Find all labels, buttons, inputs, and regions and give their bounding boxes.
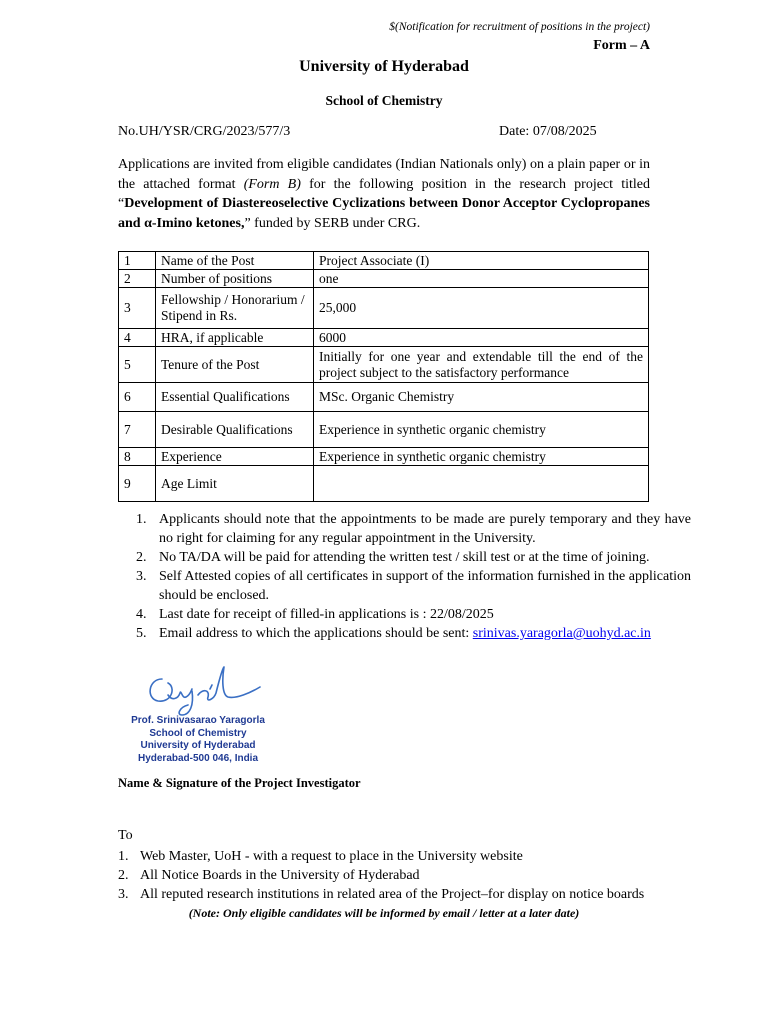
position-details-table: [118, 251, 649, 502]
table-row: [119, 383, 649, 412]
table-row: [119, 288, 649, 329]
row-number: 1: [119, 252, 156, 270]
table-row: [119, 448, 649, 466]
list-item: [136, 605, 691, 624]
table-row: [119, 252, 649, 270]
row-value: Project Associate (I): [314, 252, 649, 270]
list-number: 1.: [136, 512, 147, 527]
row-number: 8: [119, 448, 156, 466]
list-text: Self Attested copies of all certificates in support of the information furnished in the application should be enclosed.: [159, 569, 691, 603]
table-row: [119, 270, 649, 288]
row-number: 3: [119, 288, 156, 329]
signature-image: [118, 665, 278, 721]
list-item: [136, 548, 691, 567]
row-number: 2: [119, 270, 156, 288]
row-value: Initially for one year and extendable till the end of the project subject to the satisfactory performance: [314, 347, 649, 383]
list-item: [118, 885, 700, 904]
row-label: Experience: [156, 448, 314, 466]
row-label: HRA, if applicable: [156, 329, 314, 347]
form-b-ref: (Form B): [243, 176, 301, 192]
list-item: [136, 567, 691, 605]
row-label: Desirable Qualifications: [156, 412, 314, 448]
intro-text-2: for the following position in the research project titled “: [118, 176, 651, 211]
row-label: Age Limit: [156, 466, 314, 502]
notification-note: $(Notification for recruitment of positions in the project): [389, 21, 650, 33]
stamp-name: Prof. Srinivasarao Yaragorla: [131, 715, 265, 726]
row-value: 6000: [314, 329, 649, 347]
table-row: [119, 329, 649, 347]
recipients-list: [118, 847, 700, 904]
signature-caption: Name & Signature of the Project Investigator: [118, 776, 361, 790]
row-label: Number of positions: [156, 270, 314, 288]
list-item: [136, 510, 691, 548]
list-text: All reputed research institutions in related area of the Project–for display on notice boards: [140, 887, 645, 902]
stamp-university: University of Hyderabad: [140, 740, 256, 751]
table-row: [119, 347, 649, 383]
list-item: [118, 866, 700, 885]
list-number: 2.: [136, 550, 147, 565]
row-value: Experience in synthetic organic chemistry: [314, 448, 649, 466]
list-text: No TA/DA will be paid for attending the written test / skill test or at the time of joining.: [159, 550, 650, 565]
to-label: To: [118, 828, 133, 843]
row-label: Essential Qualifications: [156, 383, 314, 412]
stamp-address: Hyderabad-500 046, India: [137, 752, 259, 764]
list-text: All Notice Boards in the University of Hyderabad: [140, 868, 420, 883]
list-number: 5.: [136, 626, 147, 641]
stamp-text: [118, 715, 278, 765]
intro-paragraph: [118, 155, 650, 233]
footnote: (Note: Only eligible candidates will be informed by email / letter at a later date): [188, 906, 580, 920]
school-name: School of Chemistry: [325, 93, 443, 108]
notice-date: Date: 07/08/2025: [499, 124, 597, 139]
row-number: 7: [119, 412, 156, 448]
row-value: [314, 466, 649, 502]
table-row: [119, 412, 649, 448]
list-number: 4.: [136, 607, 147, 622]
intro-text-1: Applications are invited from eligible candidates (Indian Nationals only) on a plain paper or in the attached format: [118, 157, 650, 192]
list-text: Web Master, UoH - with a request to place in the University website: [140, 849, 523, 864]
list-text: Last date for receipt of filled-in applications is : 22/08/2025: [159, 607, 494, 622]
investigator-stamp: [118, 665, 278, 775]
university-title: University of Hyderabad: [299, 58, 469, 75]
list-text: Email address to which the applications should be sent:: [159, 626, 473, 641]
list-number: 1.: [118, 849, 129, 864]
row-label: Tenure of the Post: [156, 347, 314, 383]
row-value: Experience in synthetic organic chemistry: [314, 412, 649, 448]
row-value: 25,000: [314, 288, 649, 329]
row-number: 5: [119, 347, 156, 383]
project-title: Development of Diastereoselective Cyclizations between Donor Acceptor Cyclopropanes and α-Imino ketones,: [118, 196, 650, 231]
stamp-school: School of Chemistry: [149, 727, 247, 739]
form-label: Form – A: [593, 38, 650, 53]
list-item: [136, 624, 691, 643]
row-number: 9: [119, 466, 156, 502]
intro-text-3: ” funded by SERB under CRG.: [244, 215, 421, 231]
list-number: 3.: [136, 569, 147, 584]
row-value: one: [314, 270, 649, 288]
reference-number: No.UH/YSR/CRG/2023/577/3: [118, 124, 291, 139]
row-number: 6: [119, 383, 156, 412]
table-row: [119, 466, 649, 502]
email-link[interactable]: srinivas.yaragorla@uohyd.ac.in: [472, 626, 651, 641]
instructions-list: [118, 510, 691, 643]
row-label: Name of the Post: [156, 252, 314, 270]
row-number: 4: [119, 329, 156, 347]
list-text: Applicants should note that the appointments to be made are purely temporary and they have no right for claiming for any regular appointment in the University.: [159, 512, 691, 546]
list-number: 3.: [118, 887, 129, 902]
row-value: MSc. Organic Chemistry: [314, 383, 649, 412]
row-label: Fellowship / Honorarium / Stipend in Rs.: [156, 288, 314, 329]
list-number: 2.: [118, 868, 129, 883]
list-item: [118, 847, 700, 866]
